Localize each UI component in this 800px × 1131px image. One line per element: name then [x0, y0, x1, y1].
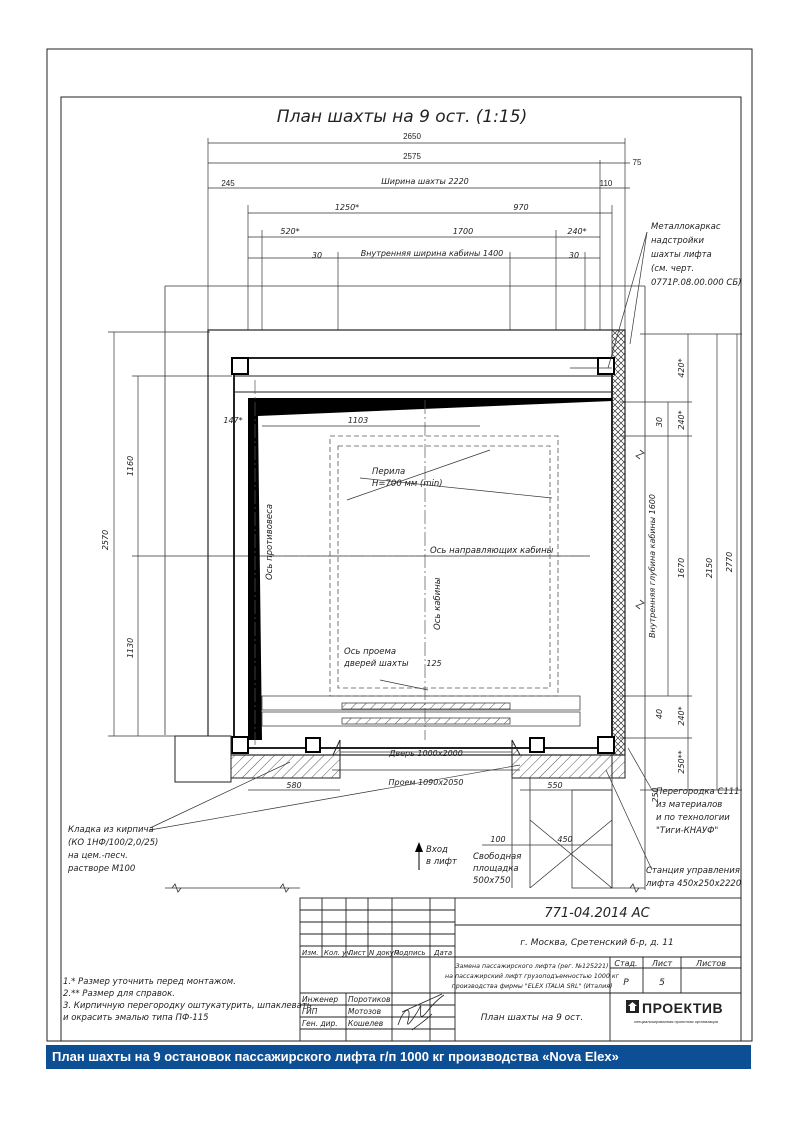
- door-rails: [262, 696, 580, 726]
- label-axis-counterweight: Ось противовеса: [265, 503, 275, 580]
- dim-2150: 2150: [705, 557, 714, 579]
- svg-text:Станция управления: Станция управления: [646, 866, 740, 876]
- break-lines: [172, 450, 644, 892]
- dim-opening: Проем 1090x2050: [388, 778, 464, 787]
- svg-text:на пассажирский лифт грузоподъ: на пассажирский лифт грузоподъемностью 1000 кг: [444, 973, 620, 980]
- dim-125: 125: [426, 659, 442, 668]
- svg-text:Кол. уч.: Кол. уч.: [324, 949, 353, 957]
- svg-text:дверей шахты: дверей шахты: [344, 659, 409, 669]
- building-outline: [165, 286, 645, 890]
- dim-cabin-depth: Внутренняя глубина кабины 1600: [648, 494, 657, 638]
- label-partition: [656, 787, 740, 836]
- label-axis-door: [343, 647, 409, 669]
- dim-1700: 1700: [452, 227, 474, 236]
- dim-245: 245: [221, 179, 235, 188]
- company-name: ПРОЕКТИВ: [642, 1000, 724, 1016]
- dim-cabin-width: Внутренняя ширина кабины 1400: [360, 249, 504, 258]
- svg-text:ГИП: ГИП: [302, 1007, 318, 1016]
- svg-text:H=700 мм (min): H=700 мм (min): [372, 479, 443, 489]
- dim-420: 420*: [677, 358, 686, 378]
- stamp-address: г. Москва, Сретенский б-р, д. 11: [520, 938, 674, 948]
- stamp-sheet-label: Лист: [651, 959, 673, 968]
- svg-text:растворе М100: растворе М100: [68, 864, 136, 874]
- dim-240-top: 240*: [567, 227, 587, 236]
- svg-text:Изм.: Изм.: [302, 949, 319, 957]
- dim-250-a: 250**: [677, 750, 686, 774]
- svg-text:Свободная: Свободная: [473, 852, 522, 862]
- svg-text:Мотозов: Мотозов: [348, 1007, 382, 1016]
- dim-240-b: 240*: [677, 706, 686, 726]
- svg-text:Ген. дир.: Ген. дир.: [302, 1019, 338, 1028]
- svg-text:3. Кирпичную перегородку оштук: 3. Кирпичную перегородку оштукатурить, шпаклевать: [63, 1001, 312, 1011]
- dim-1103: 1103: [347, 416, 369, 425]
- dim-door: Дверь 1000x2000: [389, 749, 463, 758]
- svg-text:Вход: Вход: [426, 845, 448, 855]
- sheet-outer-frame: [47, 49, 752, 1041]
- drawing-title: План шахты на 9 ост. (1:15): [276, 107, 528, 127]
- stamp-project: [445, 963, 620, 990]
- svg-text:надстройки: надстройки: [651, 236, 705, 246]
- svg-text:Подпись: Подпись: [394, 949, 426, 957]
- company-subtitle: специализированная проектная организация: [634, 1019, 718, 1024]
- svg-text:0771Р.08.00.000 СБ): 0771Р.08.00.000 СБ): [651, 278, 742, 288]
- cabin-outline: [330, 436, 558, 696]
- dim-450: 450: [557, 835, 573, 844]
- svg-text:N докум.: N докум.: [369, 949, 402, 957]
- svg-text:Лист: Лист: [348, 949, 366, 957]
- dim-240-a: 240*: [677, 410, 686, 430]
- svg-text:Перила: Перила: [372, 467, 406, 477]
- dim-40: 40: [655, 708, 664, 720]
- drawing-frame: [61, 97, 741, 1041]
- dim-30-left: 30: [311, 251, 323, 260]
- svg-text:Поротиков: Поротиков: [348, 995, 391, 1004]
- svg-text:Дата: Дата: [434, 949, 453, 957]
- svg-text:площадка: площадка: [473, 864, 519, 874]
- counterweight-bracket: [248, 398, 612, 740]
- stamp-stage-value: Р: [623, 978, 629, 988]
- notes: [63, 977, 312, 1023]
- dim-75: 75: [632, 158, 642, 167]
- corner-posts: [232, 358, 614, 753]
- svg-text:Ось проема: Ось проема: [344, 647, 397, 657]
- stamp-sheet-value: 5: [659, 978, 665, 988]
- svg-text:Кладка из кирпича: Кладка из кирпича: [68, 825, 154, 835]
- label-axis-cabin: Ось кабины: [433, 577, 443, 630]
- stamp-sheet-title: План шахты на 9 ост.: [480, 1013, 584, 1023]
- company-logo: [626, 1000, 723, 1024]
- dim-2770: 2770: [725, 551, 734, 573]
- dim-30-right: 30: [568, 251, 580, 260]
- dim-550: 550: [547, 781, 563, 790]
- signature: [398, 994, 444, 1030]
- label-station: [645, 866, 741, 889]
- dim-100: 100: [490, 835, 506, 844]
- svg-text:Металлокаркас: Металлокаркас: [651, 222, 721, 232]
- svg-text:(см. черт.: (см. черт.: [651, 264, 695, 274]
- svg-text:в лифт: в лифт: [426, 857, 457, 867]
- dim-1250: 1250*: [334, 203, 360, 212]
- svg-text:Замена пассажирского лифта (ре: Замена пассажирского лифта (рег. №125221): [455, 963, 609, 970]
- svg-text:Инженер: Инженер: [302, 995, 339, 1004]
- svg-text:2.** Размер для справок.: 2.** Размер для справок.: [63, 989, 175, 999]
- caption-bar: План шахты на 9 остановок пассажирского лифта г/п 1000 кг производства «Nova Elex»: [46, 1045, 751, 1069]
- label-brick: [67, 825, 158, 874]
- svg-text:лифта 450x250x2220: лифта 450x250x2220: [646, 879, 742, 889]
- entry-arrow-icon: [415, 842, 423, 852]
- svg-text:и по технологии: и по технологии: [656, 813, 730, 823]
- label-entry: [426, 845, 458, 867]
- label-axis-guides: Ось направляющих кабины: [430, 546, 554, 556]
- svg-text:"Тиги-КНАУФ": "Тиги-КНАУФ": [656, 826, 719, 836]
- dim-147: 147*: [223, 416, 243, 425]
- dim-1160: 1160: [126, 455, 135, 477]
- label-platform: [473, 852, 521, 886]
- dim-30-v: 30: [655, 416, 664, 428]
- partition-crosshatch: [612, 330, 625, 755]
- stamp-sheets-label: Листов: [696, 959, 726, 968]
- dim-250-b: 250: [651, 787, 660, 803]
- svg-text:из материалов: из материалов: [656, 800, 723, 810]
- stamp-doc-code: 771-04.2014 АС: [544, 906, 650, 921]
- svg-text:Кошелев: Кошелев: [348, 1019, 384, 1028]
- svg-text:производства фирмы "ELEX ITALI: производства фирмы "ELEX ITALIA SRL" (Италия): [451, 983, 613, 990]
- dim-580: 580: [286, 781, 302, 790]
- dim-shaft-width: Ширина шахты 2220: [381, 177, 469, 186]
- label-frame: [651, 222, 742, 288]
- svg-text:500x750: 500x750: [473, 876, 511, 886]
- dim-1670: 1670: [677, 557, 686, 579]
- dim-2570: 2570: [101, 529, 110, 551]
- svg-text:на цем.-песч.: на цем.-песч.: [68, 851, 128, 861]
- svg-text:Перегородка С111: Перегородка С111: [656, 787, 740, 797]
- dim-2650: 2650: [403, 132, 421, 141]
- svg-text:шахты лифта: шахты лифта: [651, 250, 712, 260]
- dim-2575: 2575: [403, 152, 421, 161]
- stamp-stage-label: Стад.: [614, 959, 638, 968]
- left-dimensions: [108, 332, 590, 736]
- svg-text:1.* Размер уточнить перед монт: 1.* Размер уточнить перед монтажом.: [63, 977, 236, 987]
- dim-970: 970: [513, 203, 529, 212]
- dim-110: 110: [599, 179, 613, 188]
- svg-text:и окрасить эмалью типа ПФ-115: и окрасить эмалью типа ПФ-115: [63, 1013, 209, 1023]
- dim-520: 520*: [280, 227, 300, 236]
- axis-lines: [255, 380, 590, 745]
- dim-1130: 1130: [126, 637, 135, 659]
- svg-text:(КО 1НФ/100/2,0/25): (КО 1НФ/100/2,0/25): [68, 838, 159, 848]
